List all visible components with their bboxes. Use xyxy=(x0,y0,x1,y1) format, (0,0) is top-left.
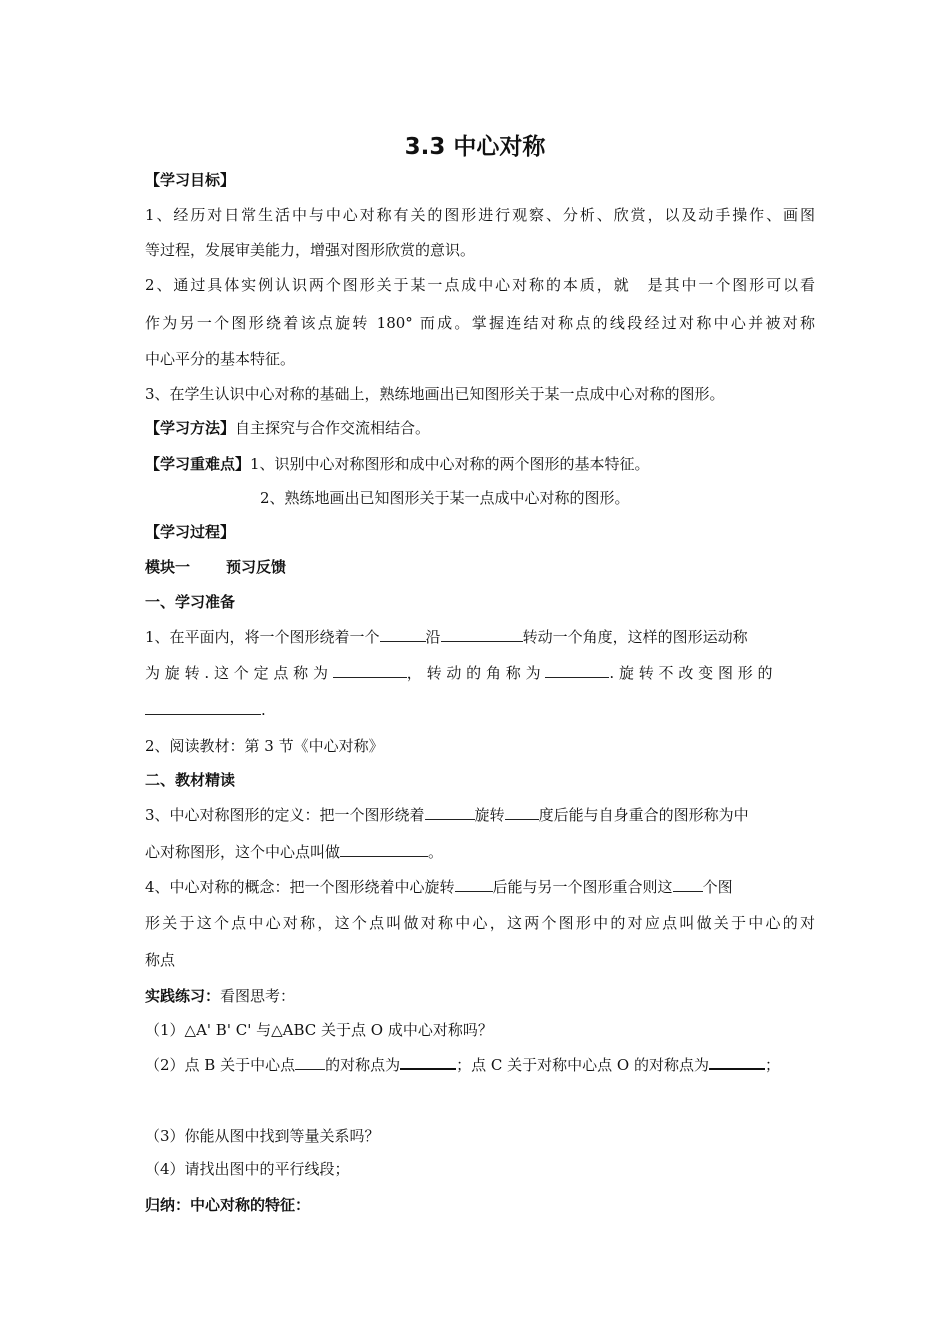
p2-text-b: 的对称点为 xyxy=(325,1056,401,1074)
objective-2-line-1: 2、通过具体实例认识两个图形关于某一点成中心对称的本质，就 是其中一个图形可以看 xyxy=(145,276,815,294)
practice-1: （1）△A' B' C' 与△ABC 关于点 O 成中心对称吗？ xyxy=(145,1021,493,1039)
question-2: 2、阅读教材：第 3 节《中心对称》 xyxy=(145,737,384,755)
practice-4: （4）请找出图中的平行线段； xyxy=(145,1160,350,1178)
q1-text-a: 1、在平面内，将一个图形绕着一个 xyxy=(145,628,380,646)
q3-text-a: 3、中心对称图形的定义：把一个图形绕着 xyxy=(145,806,425,824)
question-4-line-3: 称点 xyxy=(145,951,176,969)
q3-blank-3[interactable] xyxy=(340,842,428,857)
q1-blank-1[interactable] xyxy=(380,627,426,642)
p2-blank-2[interactable] xyxy=(400,1054,456,1070)
q4-text-c: 个图 xyxy=(702,878,733,896)
question-4-line-1 xyxy=(145,877,815,897)
q3-text-e: 。 xyxy=(428,843,444,861)
module-1-label: 模块一 xyxy=(145,558,191,576)
q1-text-d: 为旋转.这个定点称为 xyxy=(145,664,333,682)
q3-text-b: 旋转 xyxy=(474,806,505,824)
module-1-heading xyxy=(145,557,815,577)
objective-3: 3、在学生认识中心对称的基础上，熟练地画出已知图形关于某一点成中心对称的图形。 xyxy=(145,385,725,403)
question-1-line-2 xyxy=(145,663,815,683)
question-3-line-1 xyxy=(145,805,815,825)
key-points-line-1 xyxy=(145,454,815,474)
q4-blank-2[interactable] xyxy=(673,877,703,892)
method-heading: 【学习方法】 xyxy=(145,419,236,437)
key-point-1: 1、识别中心对称图形和成中心对称的两个图形的基本特征。 xyxy=(250,455,650,473)
method-line xyxy=(145,418,815,438)
objectives-heading: 【学习目标】 xyxy=(145,171,236,189)
p2-blank-1[interactable] xyxy=(295,1055,325,1070)
method-text: 自主探究与合作交流相结合。 xyxy=(235,419,431,437)
practice-line xyxy=(145,986,815,1006)
practice-heading: 实践练习： xyxy=(145,987,221,1005)
q1-blank-4[interactable] xyxy=(545,663,609,678)
section-2-heading: 二、教材精读 xyxy=(145,771,236,789)
q3-blank-2[interactable] xyxy=(505,805,539,820)
question-4-line-2: 形关于这个点中心对称，这个点叫做对称中心，这两个图形中的对应点叫做关于中心的对 xyxy=(145,914,815,932)
p2-blank-3[interactable] xyxy=(709,1054,765,1070)
objective-1-line-1: 1、经历对日常生活中与中心对称有关的图形进行观察、分析、欣赏，以及动手操作、画图 xyxy=(145,206,815,224)
practice-intro: 看图思考： xyxy=(220,987,296,1005)
q1-text-g: . xyxy=(261,701,266,719)
q1-text-c: 转动一个角度，这样的图形运动称 xyxy=(522,628,748,646)
objective-2-line-2: 作为另一个图形绕着该点旋转 180° 而成。掌握连结对称点的线段经过对称中心并被对称 xyxy=(145,314,815,332)
q4-text-b: 后能与另一个图形重合则这 xyxy=(492,878,673,896)
q3-text-c: 度后能与自身重合的图形称为中 xyxy=(538,806,749,824)
question-3-line-2 xyxy=(145,842,815,862)
q4-text-a: 4、中心对称的概念：把一个图形绕着中心旋转 xyxy=(145,878,455,896)
q1-text-e: ，转动的角称为 xyxy=(406,664,546,682)
q1-blank-3[interactable] xyxy=(333,663,407,678)
practice-2 xyxy=(145,1054,815,1075)
question-1-line-3 xyxy=(145,700,815,720)
p2-text-d: ； xyxy=(764,1056,780,1074)
q3-blank-1[interactable] xyxy=(425,805,475,820)
process-heading: 【学习过程】 xyxy=(145,523,236,541)
key-points-heading: 【学习重难点】 xyxy=(145,455,251,473)
q1-text-f: .旋转不改变图形的 xyxy=(609,664,778,682)
page-title: 3.3 中心对称 xyxy=(404,134,546,160)
q1-blank-2[interactable] xyxy=(441,627,523,642)
objective-2-line-3: 中心平分的基本特征。 xyxy=(145,350,296,368)
practice-3: （3）你能从图中找到等量关系吗？ xyxy=(145,1127,380,1145)
module-1-name: 预习反馈 xyxy=(226,558,287,576)
section-1-heading: 一、学习准备 xyxy=(145,593,236,611)
q4-blank-1[interactable] xyxy=(455,877,493,892)
q3-text-d: 心对称图形，这个中心点叫做 xyxy=(145,843,341,861)
p2-text-c: ；点 C 关于对称中心点 O 的对称点为 xyxy=(456,1056,709,1074)
objective-1-line-2: 等过程，发展审美能力，增强对图形欣赏的意识。 xyxy=(145,241,476,259)
question-1-line-1 xyxy=(145,627,815,647)
key-point-2: 2、熟练地画出已知图形关于某一点成中心对称的图形。 xyxy=(260,489,630,507)
summary-heading: 归纳：中心对称的特征： xyxy=(145,1196,311,1214)
q1-text-b: 沿 xyxy=(425,628,441,646)
q1-blank-5[interactable] xyxy=(145,700,261,715)
p2-text-a: （2）点 B 关于中心点 xyxy=(145,1056,296,1074)
